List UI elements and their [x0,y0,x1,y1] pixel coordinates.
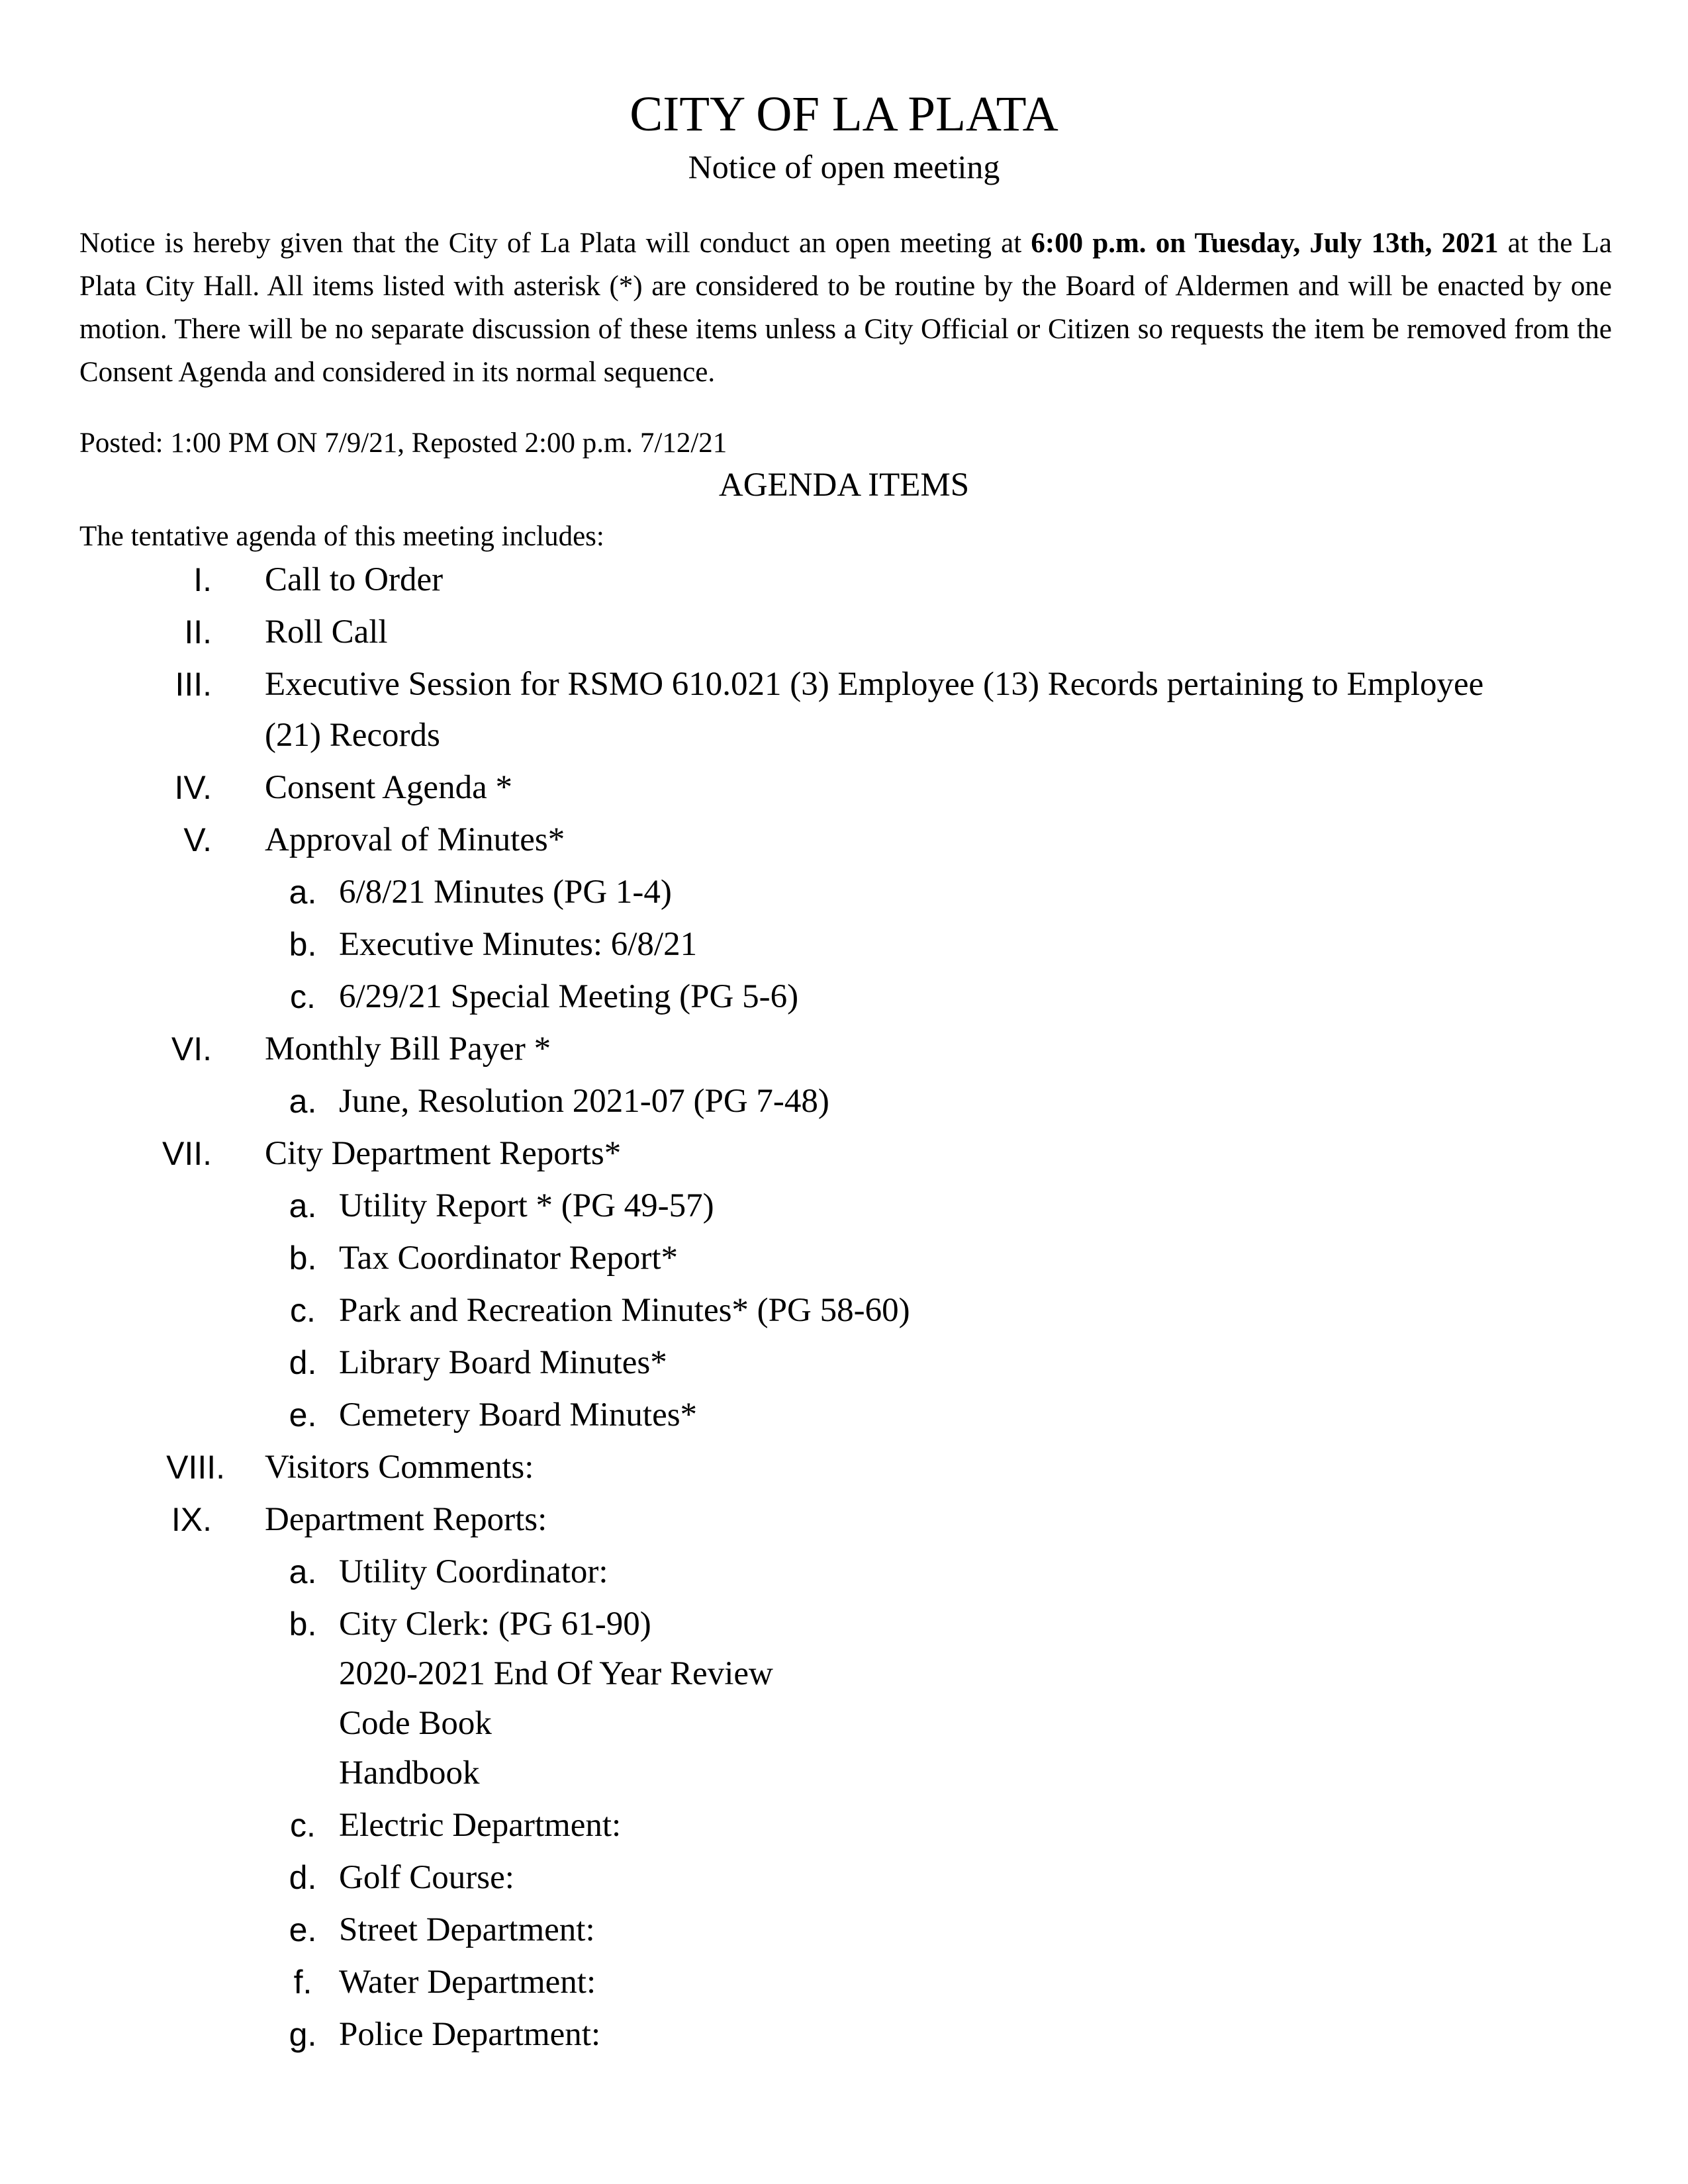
posted-line: Posted: 1:00 PM ON 7/9/21, Reposted 2:00 p.m. 7/12/21 [79,428,727,459]
agenda-item-text: Roll Call [265,614,388,651]
agenda-subitem-text: Utility Coordinator: [339,1553,608,1590]
agenda-subitem-text: Utility Report * (PG 49-57) [339,1187,714,1224]
agenda-item-number: IX. [171,1501,212,1538]
agenda-item-text: Approval of Minutes* [265,821,565,858]
agenda-subitem-text: 6/29/21 Special Meeting (PG 5-6) [339,978,799,1015]
agenda-subitem-letter: e. [289,1396,317,1433]
agenda-item-text: Executive Session for RSMO 610.021 (3) Employee (13) Records pertaining to Employee [265,666,1484,703]
notice-paragraph [79,222,1612,394]
agenda-subitem-letter: a. [289,1553,317,1590]
agenda-item-number: III. [175,666,212,703]
notice-text-1: Notice is hereby given that the City of La Plata will conduct an open meeting at [79,228,1031,259]
page-subtitle: Notice of open meeting [688,148,1000,185]
agenda-subitem-letter: b. [289,926,317,963]
agenda-subitem-letter: d. [289,1344,317,1381]
agenda-item-text: Department Reports: [265,1501,547,1538]
agenda-subitem-text: Water Department: [339,1964,596,2001]
agenda-subitem-text: Park and Recreation Minutes* (PG 58-60) [339,1292,910,1329]
agenda-subitem-detail-text: 2020-2021 End Of Year Review [339,1655,773,1692]
agenda-subitem-letter: d. [289,1859,317,1896]
agenda-item-text: Call to Order [265,561,444,598]
agenda-subitem-letter: c. [290,1292,316,1329]
agenda-subitem-letter: c. [290,978,316,1015]
agenda-heading: AGENDA ITEMS [718,467,970,504]
agenda-subitem-letter: g. [289,2016,317,2053]
agenda-item-number: IV. [174,769,212,806]
agenda-subitem-text: City Clerk: (PG 61-90) [339,1606,651,1643]
agenda-subitem-text: Executive Minutes: 6/8/21 [339,926,698,963]
agenda-item-number: VI. [171,1030,212,1068]
page-title: CITY OF LA PLATA [630,87,1058,142]
agenda-intro: The tentative agenda of this meeting includes: [79,521,604,552]
agenda-subitem-text: Cemetery Board Minutes* [339,1396,698,1433]
meeting-datetime: 6:00 p.m. on Tuesday, July 13th, 2021 [1031,228,1499,259]
agenda-item-number: VIII. [166,1449,225,1486]
agenda-item-number: V. [183,821,212,858]
agenda-item-number: I. [193,561,212,598]
agenda-item-number: II. [184,614,212,651]
agenda-subitem-letter: c. [290,1807,316,1844]
agenda-item-text: Monthly Bill Payer * [265,1030,551,1068]
agenda-subitem-text: Police Department: [339,2016,601,2053]
agenda-subitem-text: Library Board Minutes* [339,1344,667,1381]
agenda-item-text-continued: (21) Records [265,717,440,754]
agenda-subitem-letter: b. [289,1240,317,1277]
agenda-item-text: Consent Agenda * [265,769,512,806]
agenda-subitem-text: Electric Department: [339,1807,622,1844]
agenda-subitem-letter: b. [289,1606,317,1643]
agenda-subitem-letter: a. [289,1187,317,1224]
agenda-item-text: Visitors Comments: [265,1449,534,1486]
notice-text-2: at the La Plata City Hall. All items listed with asterisk (*) are considered to be routine by the Board of Aldermen and will be enacted by one motion. There will be no separate discussion of these items unless a City Official or Citizen so requests the item be removed from the Consent Agenda and considered in its normal sequence. [79,228,1613,388]
agenda-subitem-letter: f. [293,1964,312,2001]
agenda-item-number: VII. [162,1135,212,1172]
agenda-subitem-text: Tax Coordinator Report* [339,1240,678,1277]
agenda-item-text: City Department Reports* [265,1135,622,1172]
agenda-subitem-letter: a. [289,874,317,911]
agenda-subitem-text: June, Resolution 2021-07 (PG 7-48) [339,1083,829,1120]
agenda-subitem-detail-text: Handbook [339,1754,480,1792]
agenda-subitem-text: Golf Course: [339,1859,514,1896]
agenda-subitem-letter: a. [289,1083,317,1120]
agenda-subitem-text: Street Department: [339,1911,595,1948]
agenda-subitem-letter: e. [289,1911,317,1948]
agenda-subitem-detail-text: Code Book [339,1705,492,1742]
agenda-subitem-text: 6/8/21 Minutes (PG 1-4) [339,874,672,911]
